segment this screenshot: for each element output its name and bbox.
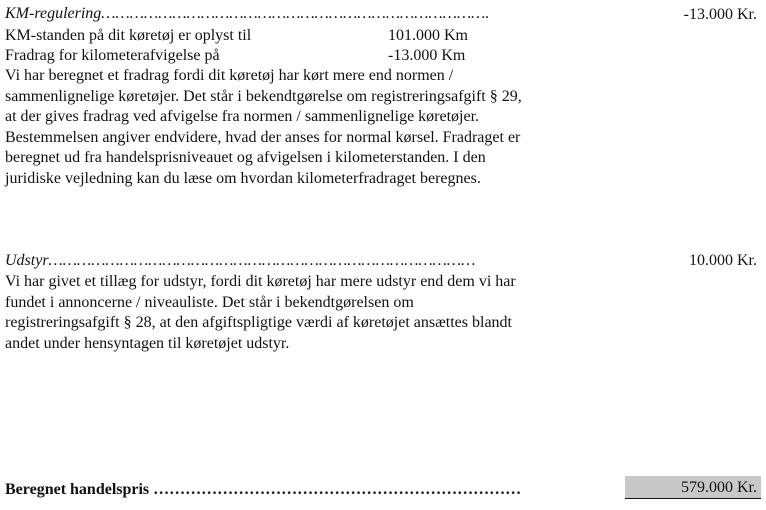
km-explanation-line: sammenlignelige køretøjer. Det står i bekendtgørelse om registreringsafgift § 29, bbox=[5, 87, 522, 105]
udstyr-heading: Udstyr……………………………………………………………………………… bbox=[5, 252, 476, 269]
km-explanation-line: Bestemmelsen angiver endvidere, hvad der anses for normal kørsel. Fradraget er bbox=[5, 128, 521, 146]
km-explanation-line: juridiske vejledning kan du læse om hvordan kilometerfradraget beregnes. bbox=[5, 169, 481, 187]
udstyr-explanation-line: andet under hensyntagen til køretøjet udstyr. bbox=[5, 334, 290, 352]
beregnet-handelspris-amount: 579.000 Kr. bbox=[681, 479, 757, 496]
beregnet-handelspris-label: Beregnet handelspris …………………………………………………………… bbox=[5, 481, 522, 498]
udstyr-explanation-line: Vi har givet et tillæg for udstyr, fordi dit køretøj har mere udstyr end dem vi har bbox=[5, 273, 516, 290]
udstyr-explanation-line: registreringsafgift § 28, at den afgiftspligtige værdi af køretøjet ansættes blandt bbox=[5, 314, 512, 331]
km-explanation-line: Vi har beregnet et fradrag fordi dit køretøj har kørt mere end normen / bbox=[5, 67, 454, 84]
km-standen-value: 101.000 Km bbox=[388, 27, 468, 44]
km-regulering-amount: -13.000 Kr. bbox=[683, 6, 757, 23]
km-explanation-line: at der gives fradrag ved afvigelse fra normen / sammenlignelige køretøjer. bbox=[5, 108, 480, 125]
total-amount-box bbox=[625, 476, 761, 499]
km-regulering-heading: KM-regulering………………………………………………………………………. bbox=[5, 5, 490, 22]
udstyr-explanation-line: fundet i annoncerne / niveauliste. Det står i bekendtgørelsen om bbox=[5, 293, 414, 311]
udstyr-amount: 10.000 Kr. bbox=[689, 252, 757, 269]
document-page bbox=[5, 0, 761, 510]
km-standen-label: KM-standen på dit køretøj er oplyst til bbox=[5, 27, 252, 44]
fradrag-label: Fradrag for kilometerafvigelse på bbox=[5, 47, 220, 64]
km-explanation-paragraph bbox=[5, 66, 645, 189]
fradrag-value: -13.000 Km bbox=[388, 47, 466, 64]
km-explanation-line: beregnet ud fra handelsprisniveauet og afvigelsen i kilometerstanden. I den bbox=[5, 149, 486, 166]
udstyr-explanation-paragraph bbox=[5, 272, 645, 354]
